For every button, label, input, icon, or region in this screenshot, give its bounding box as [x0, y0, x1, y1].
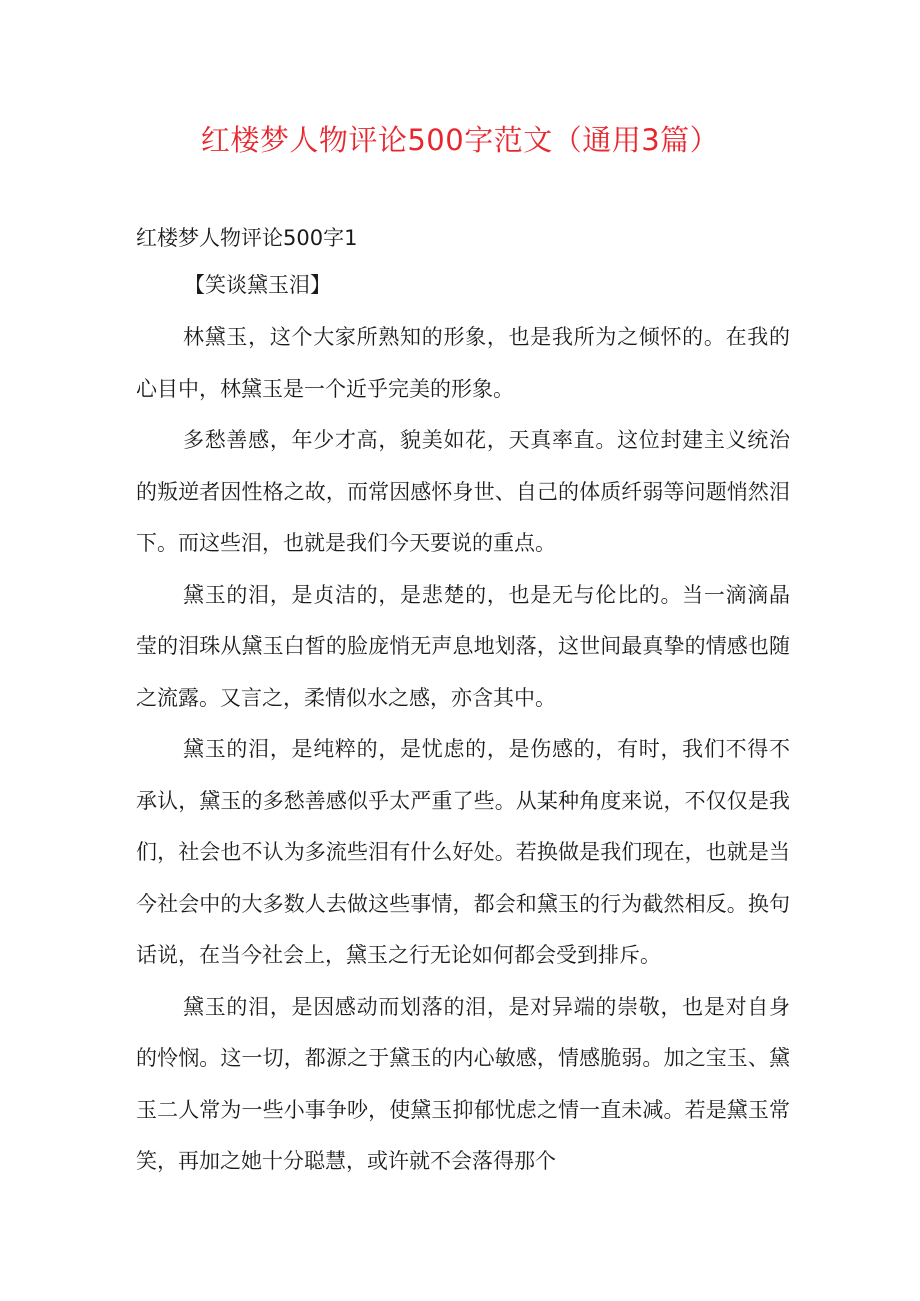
paragraph: 多愁善感，年少才高，貌美如花，天真率直。这位封建主义统治的叛逆者因性格之故，而常因感怀身世、自己的体质纤弱等问题悄然泪下。而这些泪，也就是我们今天要说的重点。 [136, 428, 790, 555]
paragraph: 林黛玉，这个大家所熟知的形象，也是我所为之倾怀的。在我的心目中，林黛玉是一个近乎完美的形象。 [136, 325, 790, 401]
paragraph: 黛玉的泪，是纯粹的，是忧虑的，是伤感的，有时，我们不得不承认，黛玉的多愁善感似乎太严重了些。从某种角度来说，不仅仅是我们，社会也不认为多流些泪有什么好处。若换做是我们现在，也就是当今社会中的大多数人去做这些事情，都会和黛玉的行为截然相反。换句话说，在当今社会上，黛玉之行无论如何都会受到排斥。 [136, 737, 790, 967]
paragraph: 黛玉的泪，是贞洁的，是悲楚的，也是无与伦比的。当一滴滴晶莹的泪珠从黛玉白皙的脸庞悄无声息地划落，这世间最真挚的情感也随之流露。又言之，柔情似水之感，亦含其中。 [136, 582, 790, 710]
section-heading: 红楼梦人物评论500字1 [136, 226, 358, 250]
document-title: 红楼梦人物评论500字范文（通用3篇） [200, 123, 720, 157]
paragraph: 黛玉的泪，是因感动而划落的泪，是对异端的崇敬，也是对自身的怜悯。这一切，都源之于黛玉的内心敏感，情感脆弱。加之宝玉、黛玉二人常为一些小事争吵，使黛玉抑郁忧虑之情一直未减。若是黛玉常笑，再加之她十分聪慧，或许就不会落得那个 [136, 994, 790, 1173]
essay-body [136, 312, 790, 1188]
essay-title: 【笑谈黛玉泪】 [184, 273, 331, 297]
